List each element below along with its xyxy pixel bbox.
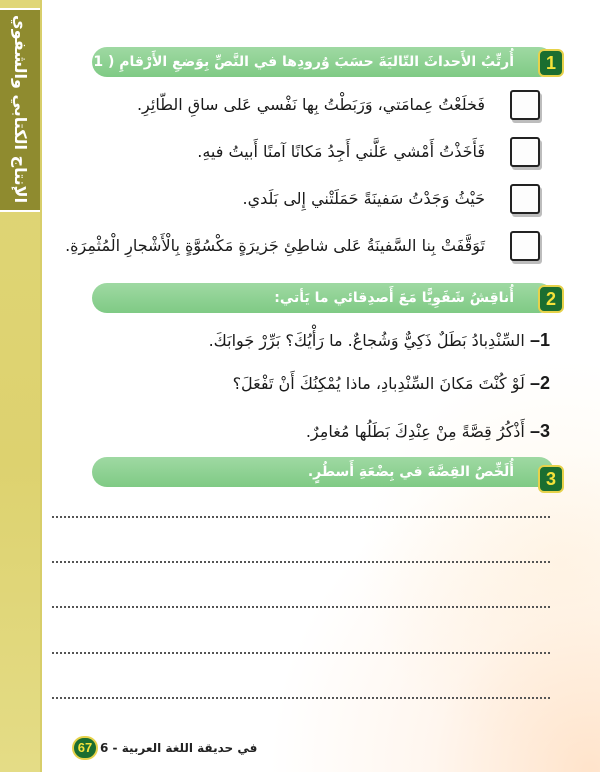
discussion-item-text: السِّنْدِبادُ بَطَلٌ ذَكِيٌّ وَشُجاعٌ. ما رَأْيُكَ؟ بَرِّرْ جَوابَكَ. <box>208 331 525 350</box>
side-divider <box>0 8 40 10</box>
section-2-header <box>92 283 554 313</box>
side-title: الإنتاج الكتابي والشفوي <box>11 15 30 204</box>
discussion-item <box>60 368 550 398</box>
writing-line[interactable] <box>52 652 550 654</box>
section-1-header <box>55 47 554 77</box>
section-1-title: أُرتِّبُ الأَحداثَ التّاليَةَ حسَبَ وُرودِها في النَّصِّ بِوَضعِ الأَرْقامِ ( 1 – 4 ) <box>55 54 514 70</box>
ordering-item-text: فَأَخَذْتُ أَمْشي عَلَّني أَجِدُ مَكانًا آمنًا أَبيتُ فيهِ. <box>197 142 485 161</box>
writing-line[interactable] <box>52 561 550 563</box>
writing-line[interactable] <box>52 697 550 699</box>
discussion-item <box>60 325 550 355</box>
ordering-item <box>60 184 540 214</box>
discussion-item-text: لَوْ كُنْتَ مَكانَ السِّنْدِبادِ، ماذا يُمْكِنُكَ أَنْ تَفْعَلَ؟ <box>232 374 525 393</box>
writing-line[interactable] <box>52 516 550 518</box>
section-3-number-badge: 3 <box>538 465 564 493</box>
order-checkbox[interactable] <box>510 137 540 167</box>
ordering-item-text: فَخلَعْتُ عِمامَتي، وَرَبَطْتُ بِها نَفْسي عَلى ساقِ الطّائِرِ. <box>136 95 485 114</box>
ordering-item <box>60 90 540 120</box>
ordering-item-text: تَوَقَّفَتْ بِنا السَّفينَةُ عَلى شاطِئِ جَزيرَةٍ مَكْسُوَّةٍ بِالْأَشْجارِ الْمُثْمِرَةِ. <box>65 236 485 255</box>
order-checkbox[interactable] <box>510 90 540 120</box>
page-number: 67 <box>72 736 98 760</box>
section-3-title: أُلَخِّصُ القِصَّةَ في بِضْعَةِ أَسطُرٍ. <box>307 464 514 480</box>
section-3-header <box>92 457 554 487</box>
side-strip <box>0 0 42 772</box>
discussion-item-number: 3– <box>529 421 550 441</box>
writing-line[interactable] <box>52 606 550 608</box>
discussion-item-text: أَذْكُرُ قِصَّةً مِنْ عِنْدِكَ بَطَلُها مُغامِرٌ. <box>305 422 525 441</box>
side-divider <box>0 210 40 212</box>
discussion-item-number: 1– <box>529 330 550 350</box>
section-2-title: أُناقِشُ شَفَوِيًّا مَعَ أَصدِقائي ما يَأتي: <box>274 290 514 306</box>
book-title: في حديقة اللغة العربية - 6 <box>100 741 258 755</box>
ordering-item <box>60 231 540 261</box>
order-checkbox[interactable] <box>510 184 540 214</box>
discussion-item-number: 2– <box>529 373 550 393</box>
ordering-item <box>60 137 540 167</box>
discussion-item <box>60 416 550 446</box>
section-1-number-badge: 1 <box>538 49 564 77</box>
section-2-number-badge: 2 <box>538 285 564 313</box>
ordering-item-text: حَيْثُ وَجَدْتُ سَفينَةً حَمَلَتْني إِلى بَلَدي. <box>242 189 485 208</box>
order-checkbox[interactable] <box>510 231 540 261</box>
